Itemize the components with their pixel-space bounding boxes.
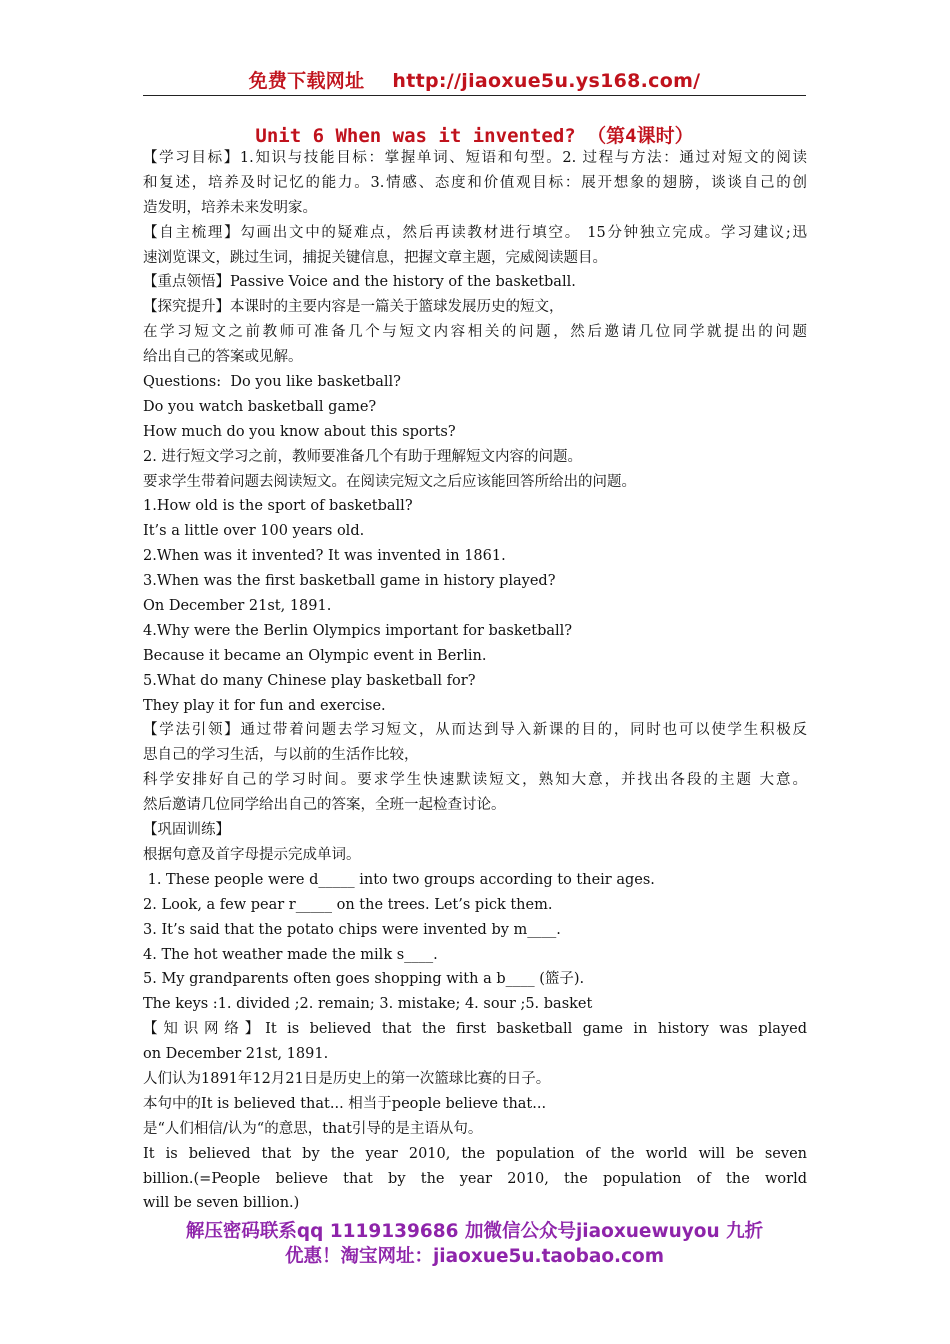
page-header: [143, 66, 806, 93]
footer-line-2: 优惠！淘宝网址：jiaoxue5u.taobao.com: [284, 1246, 665, 1267]
text-line: 【学习目标】1.知识与技能目标：掌握单词、短语和句型。2. 过程与方法：通过对短文的阅读: [143, 150, 807, 166]
text-line: billion.(=People believe that by the year 2010, the population of the world: [143, 1170, 807, 1187]
text-line: will be seven billion.): [143, 1195, 300, 1212]
text-line: 科学安排好自己的学习时间。要求学生快速默读短文，熟知大意，并找出各段的主题 大意。: [143, 772, 807, 789]
text-line: The keys :1. divided ;2. remain; 3. mistake; 4. sour ;5. basket: [143, 996, 593, 1013]
document-body: [143, 146, 807, 1216]
text-line: 【重点领悟】Passive Voice and the history of the basketball.: [143, 274, 576, 291]
text-line: Because it became an Olympic event in Berlin.: [143, 647, 487, 664]
text-line: 【知识网络】It is believed that the first basketball game in history was played: [143, 1021, 807, 1038]
text-line: 4.Why were the Berlin Olympics important for basketball?: [143, 622, 573, 639]
document-title: Unit 6 When was it invented? （第4课时）: [255, 125, 694, 147]
text-line: 【自主梳理】勾画出文中的疑难点，然后再读教材进行填空。 15分钟独立完成。学习建议;迅: [143, 224, 807, 241]
header-label: 免费下载网址: [248, 70, 365, 92]
text-line: How much do you know about this sports?: [143, 423, 456, 440]
text-line: 然后邀请几位同学给出自己的答案，全班一起检查讨论。: [143, 797, 506, 814]
text-line: 3.When was the first basketball game in history played?: [143, 573, 556, 590]
text-line: 2. 进行短文学习之前，教师要准备几个有助于理解短文内容的问题。: [143, 448, 582, 465]
text-line: 【学法引领】通过带着问题去学习短文，从而达到导入新课的目的，同时也可以使学生积极反: [143, 722, 807, 739]
text-line: 人们认为1891年12月21日是历史上的第一次篮球比赛的日子。: [143, 1070, 551, 1087]
text-line: 要求学生带着问题去阅读短文。在阅读完短文之后应该能回答所给出的问题。: [143, 473, 636, 490]
text-line: It is believed that by the year 2010, the population of the world will be seven: [143, 1145, 807, 1162]
header-rule: [143, 95, 806, 96]
header-url-link[interactable]: http://jiaoxue5u.ys168.com/: [392, 70, 701, 92]
text-line: 【探究提升】本课时的主要内容是一篇关于篮球发展历史的短文，: [143, 299, 564, 316]
text-line: 5. My grandparents often goes shopping with a b____ (篮子).: [143, 971, 585, 988]
text-line: Questions: Do you like basketball?: [143, 374, 401, 391]
text-line: 本句中的It is believed that... 相当于people believe that...: [143, 1095, 547, 1112]
text-line: Do you watch basketball game?: [143, 398, 377, 415]
text-line: 根据句意及首字母提示完成单词。: [143, 846, 361, 863]
text-line: 4. The hot weather made the milk s____.: [143, 946, 438, 963]
text-line: 和复述，培养及时记忆的能力。3.情感、态度和价值观目标：展开想象的翅膀，谈谈自己的创: [143, 174, 807, 191]
text-line: 5.What do many Chinese play basketball for?: [143, 672, 476, 689]
text-line: 2. Look, a few pear r_____ on the trees. Let’s pick them.: [143, 896, 553, 913]
text-line: 1. These people were d_____ into two groups according to their ages.: [143, 871, 655, 888]
text-line: 在学习短文之前教师可准备几个与短文内容相关的问题，然后邀请几位同学就提出的问题: [143, 324, 807, 341]
page-footer: [143, 1219, 806, 1269]
text-line: 1.How old is the sport of basketball?: [143, 498, 413, 515]
text-line: 【巩固训练】: [143, 822, 230, 839]
text-line: 思自己的学习生活，与以前的生活作比较，: [143, 747, 419, 764]
text-line: 3. It’s said that the potato chips were invented by m____.: [143, 921, 561, 938]
text-line: on December 21st, 1891.: [143, 1046, 329, 1063]
text-line: On December 21st, 1891.: [143, 598, 332, 615]
text-line: 2.When was it invented? It was invented in 1861.: [143, 548, 506, 565]
text-line: 造发明，培养未来发明家。: [143, 199, 317, 216]
text-line: It’s a little over 100 years old.: [143, 523, 365, 540]
text-line: 是“人们相信/认为“的意思，that引导的是主语从句。: [143, 1120, 483, 1137]
text-line: 给出自己的答案或见解。: [143, 349, 303, 366]
text-line: 速浏览课文，跳过生词，捕捉关键信息，把握文章主题，完威阅读题目。: [143, 249, 607, 266]
footer-line-1: 解压密码联系qq 1119139686 加微信公众号jiaoxuewuyou 九折: [185, 1221, 764, 1242]
text-line: They play it for fun and exercise.: [143, 697, 386, 714]
